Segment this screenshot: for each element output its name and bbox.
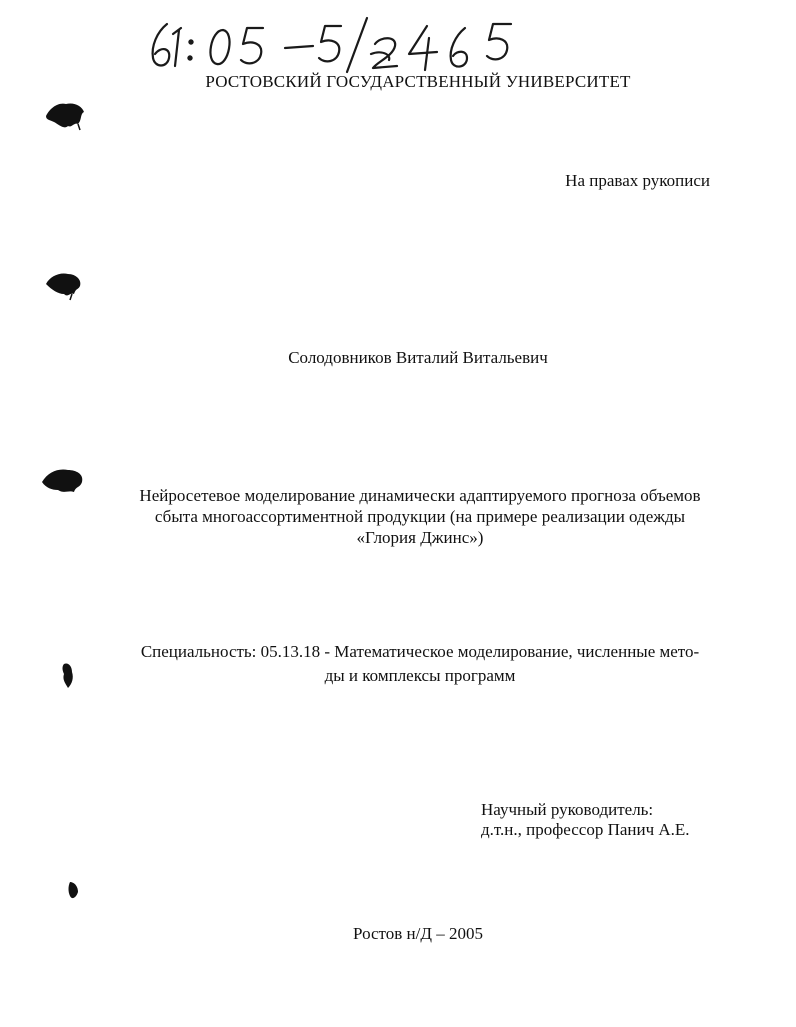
dissertation-title (100, 485, 740, 548)
specialty-line: ды и комплексы программ (324, 666, 516, 685)
scan-blot (44, 98, 86, 132)
scan-blot (40, 466, 86, 498)
author-name: Солодовников Виталий Витальевич (288, 348, 548, 367)
title-line: сбыта многоассортиментной продукции (на примере реализации одежды (154, 507, 686, 526)
specialty (120, 640, 720, 688)
advisor-line: Научный руководитель: (481, 800, 654, 819)
title-line: «Глория Джинс») (356, 528, 484, 547)
rights-note: На правах рукописи (565, 171, 710, 190)
university-name: РОСТОВСКИЙ ГОСУДАРСТВЕННЫЙ УНИВЕРСИТЕТ (205, 72, 631, 91)
scan-blot (58, 660, 78, 690)
city-year: Ростов н/Д – 2005 (353, 924, 483, 943)
scientific-advisor (481, 800, 690, 840)
handwritten-archive-number (145, 14, 515, 76)
title-line: Нейросетевое моделирование динамически адаптируемого прогноза объемов (139, 486, 701, 505)
scan-blot (64, 878, 82, 902)
scan-blot (44, 270, 84, 302)
specialty-line: Специальность: 05.13.18 - Математическое моделирование, численные мето- (140, 642, 700, 661)
advisor-line: д.т.н., профессор Панич А.Е. (481, 820, 690, 839)
